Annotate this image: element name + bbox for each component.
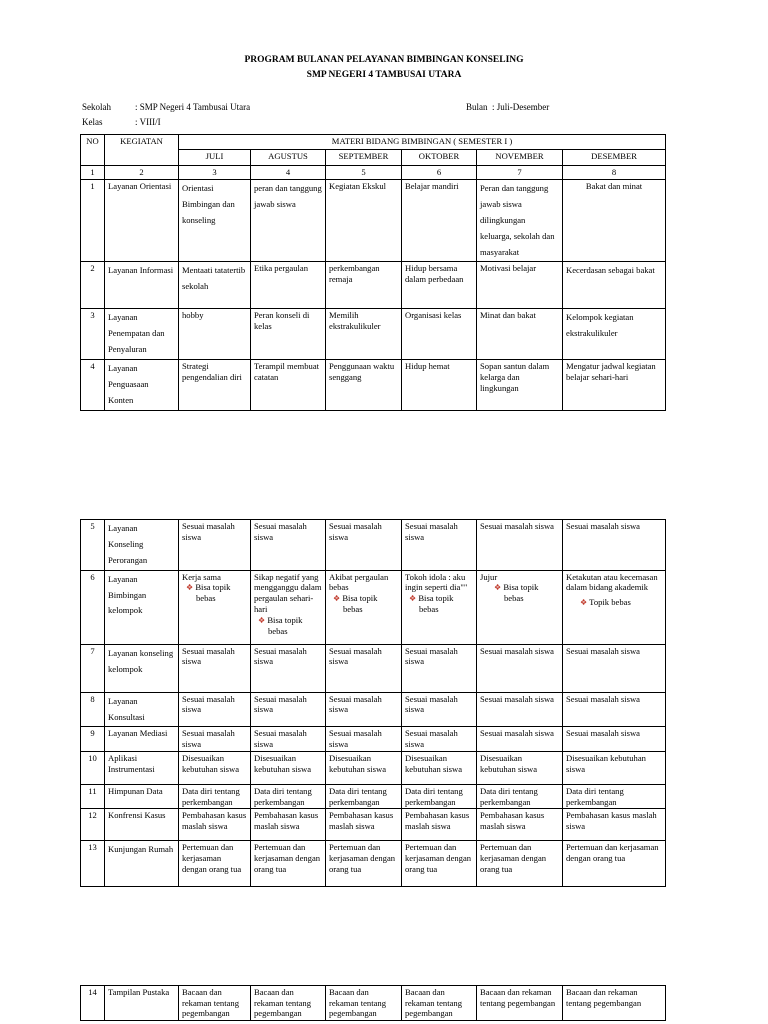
cell — [326, 570, 402, 644]
row-kegiatan: Layanan Informasi — [105, 262, 179, 309]
column-number: 6 — [402, 166, 477, 180]
month-header: NOVEMBER — [477, 150, 563, 166]
cell: Data diri tentang perkembangan — [179, 784, 251, 808]
cell: Hidup bersama dalam perbedaan — [402, 262, 477, 309]
cell: Sesuai masalah siswa — [402, 692, 477, 727]
row-number: 7 — [81, 644, 105, 692]
bullet-item — [329, 593, 398, 615]
month-header: OKTOBER — [402, 150, 477, 166]
cell: Sesuai masalah siswa — [477, 644, 563, 692]
row-kegiatan: Layanan Orientasi — [105, 180, 179, 262]
diamond-bullet-icon: ❖ — [580, 598, 588, 608]
row-number: 4 — [81, 360, 105, 411]
cell: Sesuai masalah siswa — [251, 727, 326, 751]
cell: Data diri tentang perkembangan — [402, 784, 477, 808]
diamond-bullet-icon: ❖ — [333, 594, 341, 604]
cell: Belajar mandiri — [402, 180, 477, 262]
cell: Pertemuan dan kerjasaman dengan orang tua — [563, 841, 666, 887]
cell: Disesuaikan kebutuhan siswa — [326, 751, 402, 784]
row-number: 3 — [81, 309, 105, 360]
row-number: 8 — [81, 692, 105, 727]
header-no: NO — [81, 135, 105, 166]
bullet-item — [182, 582, 247, 604]
table-row — [81, 727, 666, 751]
cell: Pertemuan dan kerjasaman dengan orang tua — [179, 841, 251, 887]
cell — [563, 570, 666, 644]
row-kegiatan: Himpunan Data — [105, 784, 179, 808]
cell: Orientasi Bimbingan dan konseling — [179, 180, 251, 262]
table-row — [81, 360, 666, 411]
row-kegiatan: Layanan Konsultasi — [105, 692, 179, 727]
cell-text: Akibat pergaulan bebas — [329, 571, 389, 593]
cell: Disesuaikan kebutuhan siswa — [402, 751, 477, 784]
row-number: 6 — [81, 570, 105, 644]
column-number: 7 — [477, 166, 563, 180]
bulan-value: : Juli-Desember — [492, 102, 550, 112]
diamond-bullet-icon: ❖ — [409, 594, 417, 604]
cell: Terampil membuat catatan — [251, 360, 326, 411]
program-table-part-3 — [80, 985, 666, 1021]
month-header: SEPTEMBER — [326, 150, 402, 166]
cell: perkembangan remaja — [326, 262, 402, 309]
row-kegiatan: Layanan Penguasaan Konten — [105, 360, 179, 411]
cell-text: Jujur — [480, 571, 498, 582]
cell: Peran dan tanggung jawab siswa dilingkungan keluarga, sekolah dan masyarakat — [477, 180, 563, 262]
cell: Bacaan dan rekaman tentang pegembangan — [477, 986, 563, 1021]
cell: Pembahasan kasus maslah siswa — [326, 809, 402, 841]
table-row — [81, 784, 666, 808]
cell: Pertemuan dan kerjasaman dengan orang tua — [326, 841, 402, 887]
cell: Sesuai masalah siswa — [563, 644, 666, 692]
document-title: PROGRAM BULANAN PELAYANAN BIMBINGAN KONSELING — [244, 55, 524, 65]
table-row — [81, 520, 666, 571]
row-number: 9 — [81, 727, 105, 751]
cell: Etika pergaulan — [251, 262, 326, 309]
cell: Disesuaikan kebutuhan siswa — [563, 751, 666, 784]
cell: Bacaan dan rekaman tentang pegembangan — [251, 986, 326, 1021]
cell: Sesuai masalah siswa — [326, 727, 402, 751]
cell: Sesuai masalah siswa — [326, 644, 402, 692]
cell: Bakat dan minat — [563, 180, 666, 262]
table-row — [81, 986, 666, 1021]
cell: Sesuai masalah siswa — [179, 727, 251, 751]
cell: Sesuai masalah siswa — [179, 692, 251, 727]
cell: Motivasi belajar — [477, 262, 563, 309]
bullet-text: Bisa topik bebas — [503, 582, 539, 604]
program-table-part-2 — [80, 519, 666, 887]
cell: Pembahasan kasus maslah siswa — [251, 809, 326, 841]
header-kegiatan: KEGIATAN — [105, 135, 179, 166]
cell: Data diri tentang perkembangan — [477, 784, 563, 808]
school-title: SMP NEGERI 4 TAMBUSAI UTARA — [306, 70, 462, 80]
cell — [251, 570, 326, 644]
diamond-bullet-icon: ❖ — [186, 583, 194, 593]
table-row — [81, 692, 666, 727]
column-number: 4 — [251, 166, 326, 180]
cell: Peran konseli di kelas — [251, 309, 326, 360]
cell — [179, 570, 251, 644]
cell: Sesuai masalah siswa — [402, 520, 477, 571]
cell: peran dan tanggung jawab siswa — [251, 180, 326, 262]
cell: Pembahasan kasus maslah siswa — [402, 809, 477, 841]
cell: Bacaan dan rekaman tentang pegembangan — [402, 986, 477, 1021]
cell: Bacaan dan rekaman tentang pegembangan — [326, 986, 402, 1021]
bullet-text: Bisa topik bebas — [267, 614, 303, 636]
row-number: 10 — [81, 751, 105, 784]
table-row — [81, 262, 666, 309]
cell: Data diri tentang perkembangan — [251, 784, 326, 808]
cell: Hidup hemat — [402, 360, 477, 411]
table-row — [81, 841, 666, 887]
row-number: 13 — [81, 841, 105, 887]
cell: Sesuai masalah siswa — [179, 644, 251, 692]
row-kegiatan: Layanan Mediasi — [105, 727, 179, 751]
table-row — [81, 809, 666, 841]
cell: Sesuai masalah siswa — [563, 520, 666, 571]
bulan-label: Bulan — [466, 102, 488, 112]
table-row — [81, 309, 666, 360]
cell-text: Kerja sama — [182, 571, 221, 582]
cell: Sesuai masalah siswa — [326, 520, 402, 571]
column-number: 5 — [326, 166, 402, 180]
diamond-bullet-icon: ❖ — [494, 583, 502, 593]
cell: Kelompok kegiatan ekstrakulikuler — [563, 309, 666, 360]
cell: hobby — [179, 309, 251, 360]
sekolah-value: : SMP Negeri 4 Tambusai Utara — [135, 102, 251, 112]
row-kegiatan: Layanan Bimbingan kelompok — [105, 570, 179, 644]
cell: Kegiatan Ekskul — [326, 180, 402, 262]
cell: Sesuai masalah siswa — [179, 520, 251, 571]
kelas-label: Kelas — [82, 117, 103, 127]
bullet-text: Bisa topik bebas — [195, 582, 231, 604]
cell: Mentaati tatatertib sekolah — [179, 262, 251, 309]
table-row — [81, 751, 666, 784]
cell: Sesuai masalah siswa — [326, 692, 402, 727]
table-row — [81, 644, 666, 692]
month-header: AGUSTUS — [251, 150, 326, 166]
cell — [477, 570, 563, 644]
cell: Bacaan dan rekaman tentang pegembangan — [563, 986, 666, 1021]
cell: Kecerdasan sebagai bakat — [563, 262, 666, 309]
program-table-part-1 — [80, 134, 666, 411]
cell: Disesuaikan kebutuhan siswa — [251, 751, 326, 784]
row-number: 12 — [81, 809, 105, 841]
cell — [402, 570, 477, 644]
cell: Sesuai masalah siswa — [477, 692, 563, 727]
bullet-text: Bisa topik bebas — [342, 593, 378, 615]
cell: Minat dan bakat — [477, 309, 563, 360]
diamond-bullet-icon: ❖ — [258, 615, 266, 625]
cell: Sesuai masalah siswa — [402, 727, 477, 751]
row-number: 2 — [81, 262, 105, 309]
cell-text: Sikap negatif yang mengganggu dalam pergaulan sehari-hari — [254, 571, 322, 614]
cell: Sesuai masalah siswa — [477, 520, 563, 571]
sekolah-label: Sekolah — [82, 102, 111, 112]
cell: Bacaan dan rekaman tentang pegembangan — [179, 986, 251, 1021]
cell: Sesuai masalah siswa — [563, 727, 666, 751]
column-number: 2 — [105, 166, 179, 180]
bullet-item — [566, 597, 662, 608]
cell: Sesuai masalah siswa — [477, 727, 563, 751]
column-number: 3 — [179, 166, 251, 180]
row-number: 5 — [81, 520, 105, 571]
cell: Sopan santun dalam kelarga dan lingkungan — [477, 360, 563, 411]
cell: Organisasi kelas — [402, 309, 477, 360]
cell: Pembahasan kasus maslah siswa — [179, 809, 251, 841]
cell: Mengatur jadwal kegiatan belajar sehari-hari — [563, 360, 666, 411]
cell: Disesuaikan kebutuhan siswa — [477, 751, 563, 784]
bullet-text: Topik bebas — [589, 597, 631, 608]
cell: Pertemuan dan kerjasaman dengan orang tua — [251, 841, 326, 887]
cell-text: Ketakutan atau kecemasan dalam bidang akademik — [566, 571, 658, 593]
bullet-item — [405, 593, 473, 615]
bullet-item — [480, 582, 559, 604]
cell: Penggunaan waktu senggang — [326, 360, 402, 411]
cell: Data diri tentang perkembangan — [563, 784, 666, 808]
header-materi: MATERI BIDANG BIMBINGAN ( SEMESTER I ) — [179, 135, 666, 150]
cell: Pertemuan dan kerjasaman dengan orang tua — [402, 841, 477, 887]
cell: Strategi pengendalian diri — [179, 360, 251, 411]
cell: Sesuai masalah siswa — [251, 520, 326, 571]
cell: Memilih ekstrakulikuler — [326, 309, 402, 360]
cell: Sesuai masalah siswa — [251, 692, 326, 727]
cell-text: Tokoh idola : aku ingin seperti dia"" — [405, 571, 468, 593]
row-kegiatan: Konfrensi Kasus — [105, 809, 179, 841]
table-row — [81, 570, 666, 644]
column-number: 1 — [81, 166, 105, 180]
cell: Pembahasan kasus maslah siswa — [477, 809, 563, 841]
row-kegiatan: Kunjungan Rumah — [105, 841, 179, 887]
column-number: 8 — [563, 166, 666, 180]
bullet-text: Bisa topik bebas — [418, 593, 454, 615]
row-number: 11 — [81, 784, 105, 808]
row-number: 14 — [81, 986, 105, 1021]
row-kegiatan: Aplikasi Instrumentasi — [105, 751, 179, 784]
row-kegiatan: Layanan Penempatan dan Penyaluran — [105, 309, 179, 360]
cell: Sesuai masalah siswa — [251, 644, 326, 692]
cell: Sesuai masalah siswa — [563, 692, 666, 727]
row-kegiatan: Tampilan Pustaka — [105, 986, 179, 1021]
row-kegiatan: Layanan konseling kelompok — [105, 644, 179, 692]
cell: Disesuaikan kebutuhan siswa — [179, 751, 251, 784]
cell: Pembahasan kasus maslah siswa — [563, 809, 666, 841]
cell: Data diri tentang perkembangan — [326, 784, 402, 808]
month-header: DESEMBER — [563, 150, 666, 166]
month-header: JULI — [179, 150, 251, 166]
cell: Pertemuan dan kerjasaman dengan orang tua — [477, 841, 563, 887]
row-kegiatan: Layanan Konseling Perorangan — [105, 520, 179, 571]
bullet-item — [254, 615, 322, 637]
cell: Sesuai masalah siswa — [402, 644, 477, 692]
kelas-value: : VIII/I — [135, 117, 161, 127]
row-number: 1 — [81, 180, 105, 262]
table-row — [81, 180, 666, 262]
